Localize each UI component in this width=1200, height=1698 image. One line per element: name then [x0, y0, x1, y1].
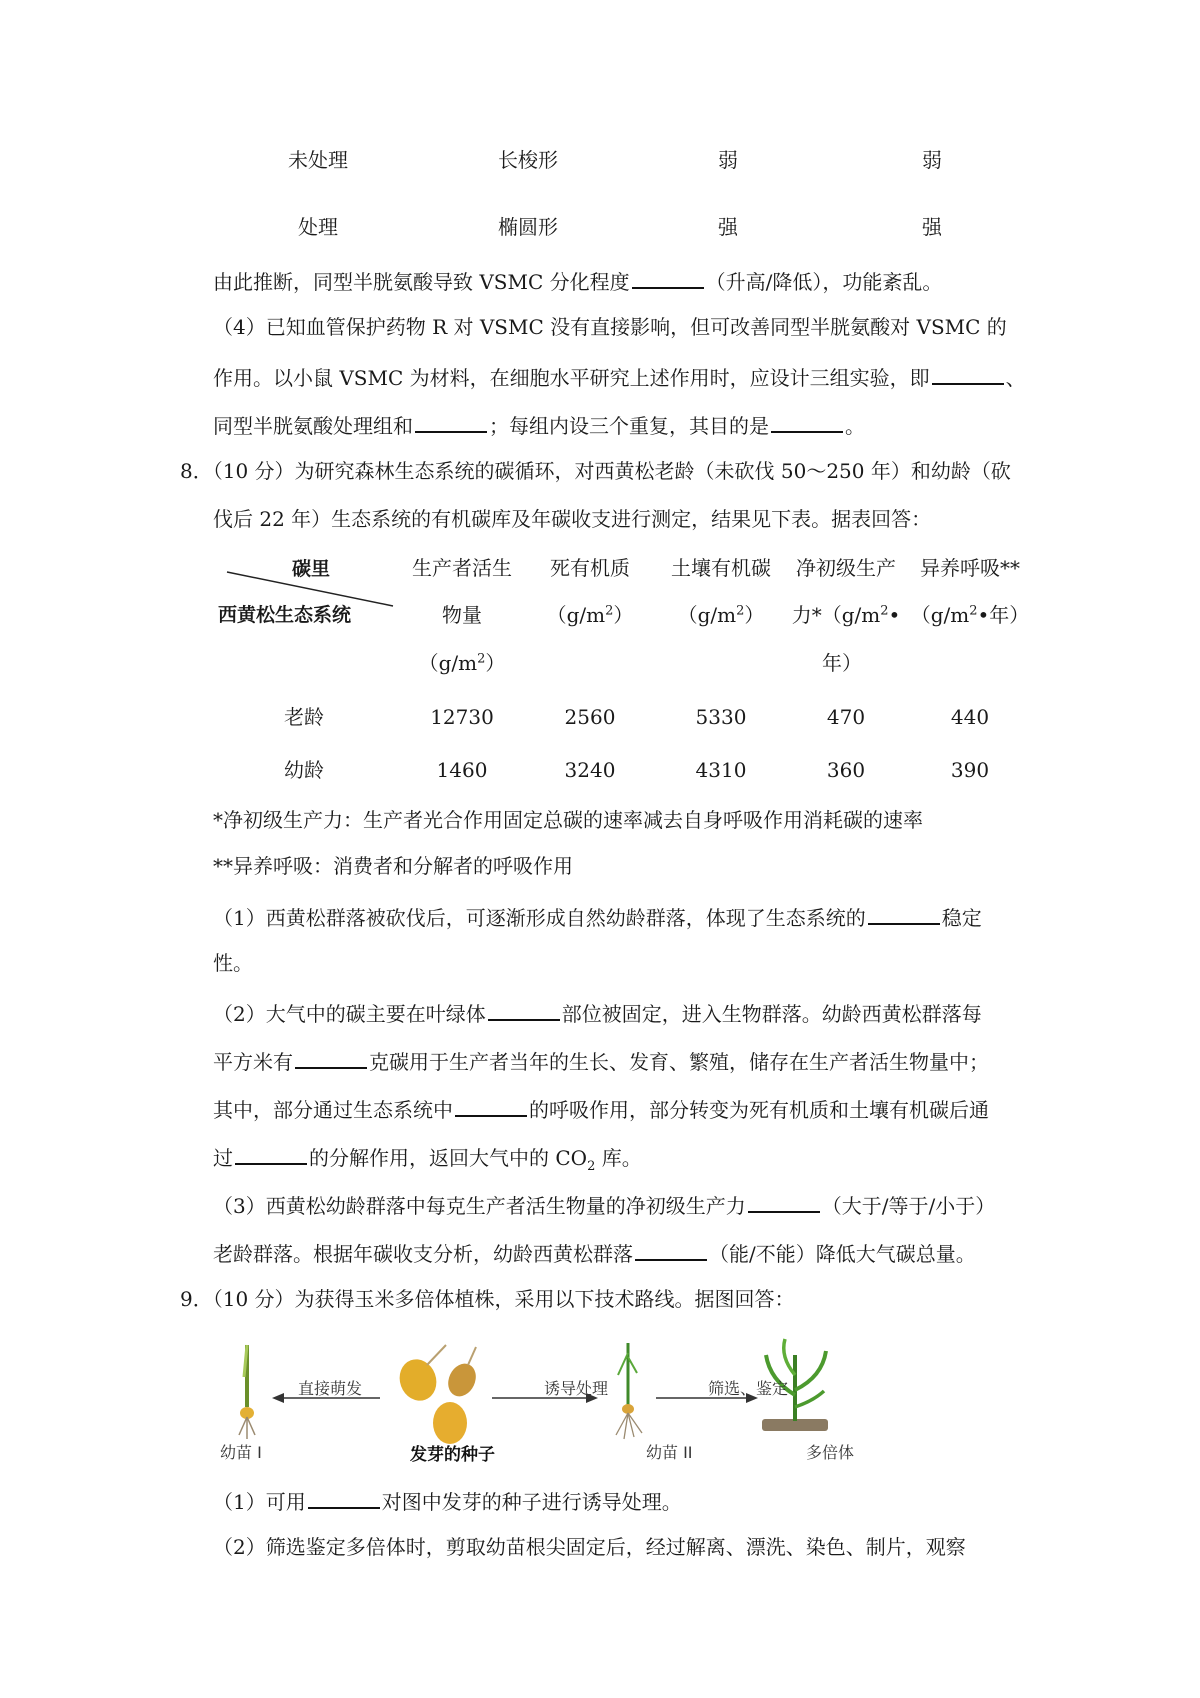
figure-label-induction-treatment: 诱导处理: [544, 1379, 609, 1398]
table2-row-label: 老龄: [284, 705, 324, 729]
text-span: （g/m: [910, 603, 970, 627]
text-span: 克碳用于生产者当年的生长、发育、繁殖，储存在生产者活生物量中；: [369, 1050, 989, 1074]
table2-header: [547, 601, 634, 629]
text-line: [213, 901, 982, 932]
text-span: 平方米有: [213, 1050, 293, 1074]
table2-cell: 5330: [695, 705, 747, 729]
table-note: **异养呼吸：消费者和分解者的呼吸作用: [213, 854, 573, 878]
text-span: 部位被固定，进入生物群落。幼龄西黄松群落每: [561, 1002, 982, 1026]
table2-cell: 470: [826, 705, 866, 729]
text-span: 的呼吸作用，部分转变为死有机质和土壤有机碳后通: [529, 1098, 989, 1122]
figure-label-direct-germination: 直接萌发: [298, 1379, 363, 1398]
table-note: *净初级生产力：生产者光合作用固定总碳的速率减去自身呼吸作用消耗碳的速率: [213, 808, 923, 832]
table2-cell: 2560: [564, 705, 616, 729]
table1-cell: 弱: [718, 148, 738, 172]
text-line: [213, 1485, 682, 1516]
text-span: （g/m: [418, 651, 478, 675]
table2-cell: 1460: [436, 758, 488, 782]
text-span: •: [888, 603, 901, 627]
text-span: 老龄群落。根据年碳收支分析，幼龄西黄松群落: [213, 1242, 633, 1266]
answer-blank: [932, 361, 1004, 385]
seedling-ii-image: [616, 1343, 642, 1439]
text-span: •年）: [977, 603, 1030, 627]
table2-header: [792, 601, 901, 629]
answer-blank: [868, 901, 940, 925]
answer-blank: [632, 265, 704, 289]
table2-cell: 12730: [430, 705, 494, 729]
text-span: （3）西黄松幼龄群落中每克生产者活生物量的净初级生产力: [213, 1194, 746, 1218]
text-line: [213, 1237, 976, 1268]
figure-label-seedling-ii: 幼苗 II: [646, 1443, 693, 1462]
answer-blank: [748, 1189, 820, 1213]
figure-label-screening: 筛选、鉴定: [708, 1379, 789, 1398]
text-span: 、: [1005, 366, 1026, 390]
table2-row-label: 幼龄: [284, 758, 324, 782]
text-span: 稳定: [941, 906, 982, 930]
text-span: （1）西黄松群落被砍伐后，可逐渐形成自然幼龄群落，体现了生态系统的: [213, 906, 866, 930]
seedling-i-image: [239, 1345, 255, 1439]
table2-cell: 3240: [564, 758, 616, 782]
text-span: 过: [213, 1146, 233, 1170]
table2-header: 土壤有机碳: [671, 556, 771, 580]
superscript: 2: [880, 603, 889, 619]
text-span: （升高/降低），功能紊乱。: [705, 270, 943, 294]
answer-blank: [295, 1045, 367, 1069]
table1-cell: 未处理: [288, 148, 348, 172]
text-line: 性。: [213, 951, 253, 975]
question-8-title: 8．（10 分）为研究森林生态系统的碳循环，对西黄松老龄（未砍伐 50～250 年）和幼龄（砍: [180, 459, 1011, 483]
text-span: 由此推断，同型半胱氨酸导致 VSMC 分化程度: [213, 270, 630, 294]
text-span: 力*（g/m: [791, 603, 881, 627]
text-span: 其中，部分通过生态系统中: [213, 1098, 453, 1122]
text-span: （2）大气中的碳主要在叶绿体: [213, 1002, 486, 1026]
table1-cell: 椭圆形: [498, 215, 558, 239]
text-span: ）: [485, 651, 506, 675]
table2-header: [911, 601, 1030, 629]
text-span: （g/m: [677, 603, 737, 627]
text-span: 库。: [595, 1146, 642, 1170]
text-span: （1）可用: [213, 1490, 306, 1514]
table2-header: 年）: [822, 651, 862, 675]
answer-blank: [235, 1141, 307, 1165]
answer-blank: [635, 1237, 707, 1261]
table2-cell: 390: [950, 758, 990, 782]
text-line: [213, 997, 982, 1028]
text-span: （g/m: [546, 603, 606, 627]
text-span: 对图中发芽的种子进行诱导处理。: [381, 1490, 682, 1514]
table2-header: 物量: [442, 603, 482, 627]
answer-blank: [455, 1093, 527, 1117]
answer-blank: [771, 409, 843, 433]
text-line: [213, 361, 1026, 392]
figure-label-seedling-i: 幼苗 I: [220, 1443, 262, 1462]
table1-cell: 强: [922, 215, 942, 239]
text-line: [213, 1189, 995, 1220]
superscript: 2: [969, 603, 978, 619]
table2-header: 生产者活生: [412, 556, 512, 580]
text-line: [213, 1141, 642, 1172]
germinating-seeds-image: [394, 1345, 481, 1444]
superscript: 2: [477, 651, 486, 667]
superscript: 2: [605, 603, 614, 619]
text-line: [213, 1093, 989, 1124]
figure-label-polyploid: 多倍体: [806, 1443, 855, 1462]
table1-cell: 强: [718, 215, 738, 239]
table1-cell: 处理: [298, 215, 338, 239]
table2-header: 异养呼吸**: [920, 556, 1020, 580]
table2-cell: 360: [826, 758, 866, 782]
table2-header: [678, 601, 765, 629]
text-line: （4）已知血管保护药物 R 对 VSMC 没有直接影响，但可改善同型半胱氨酸对 VSMC 的: [213, 315, 1007, 339]
text-span: 同型半胱氨酸处理组和: [213, 414, 413, 438]
text-line: [213, 265, 942, 296]
superscript: 2: [736, 603, 745, 619]
text-span: ；每组内设三个重复，其目的是: [489, 414, 769, 438]
answer-blank: [415, 409, 487, 433]
answer-blank: [308, 1485, 380, 1509]
table1-cell: 弱: [922, 148, 942, 172]
text-span: 。: [845, 414, 865, 438]
table2-cell: 440: [950, 705, 990, 729]
text-span: 的分解作用，返回大气中的 CO: [309, 1146, 588, 1170]
table2-cell: 4310: [695, 758, 747, 782]
text-span: （大于/等于/小于）: [821, 1194, 996, 1218]
table1-cell: 长梭形: [498, 148, 558, 172]
table2-header: [419, 649, 506, 677]
table-corner-top-label: 碳里: [292, 558, 331, 580]
text-span: ）: [744, 603, 765, 627]
text-line: [213, 409, 865, 440]
question-9-title: 9．（10 分）为获得玉米多倍体植株，采用以下技术路线。据图回答：: [180, 1287, 795, 1311]
text-span: ）: [613, 603, 634, 627]
text-line: [213, 1045, 989, 1076]
table-corner-bottom-label: 西黄松生态系统: [218, 604, 352, 626]
figure-label-germinating-seeds: 发芽的种子: [410, 1445, 495, 1465]
table2-header: 死有机质: [550, 556, 630, 580]
text-line: 伐后 22 年）生态系统的有机碳库及年碳收支进行测定，结果见下表。据表回答：: [213, 507, 932, 531]
text-span: 作用。以小鼠 VSMC 为材料，在细胞水平研究上述作用时，应设计三组实验，即: [213, 366, 930, 390]
answer-blank: [488, 997, 560, 1021]
subscript: 2: [587, 1159, 596, 1174]
text-line: （2）筛选鉴定多倍体时，剪取幼苗根尖固定后，经过解离、漂洗、染色、制片，观察: [213, 1535, 966, 1559]
text-span: （能/不能）降低大气碳总量。: [709, 1242, 976, 1266]
table2-header: 净初级生产: [796, 556, 896, 580]
